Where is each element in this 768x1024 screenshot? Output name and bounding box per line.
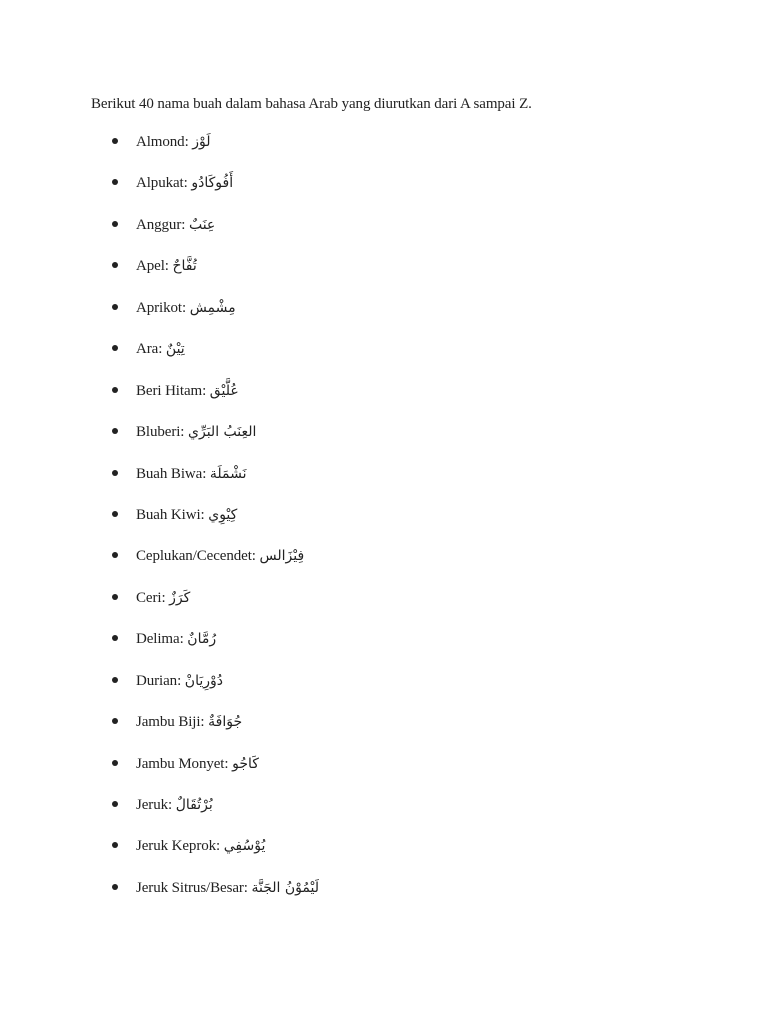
fruit-name: Aprikot bbox=[136, 299, 182, 316]
fruit-arabic-name: كَاجُو bbox=[232, 755, 259, 772]
bullet-icon bbox=[112, 179, 118, 185]
fruit-name: Apel bbox=[136, 258, 165, 275]
bullet-icon bbox=[112, 470, 118, 476]
list-item bbox=[0, 340, 600, 381]
fruit-arabic-name: دُوْرِيَانْ bbox=[184, 672, 223, 689]
fruit-entry: Ara: تِيْنٌ bbox=[136, 341, 185, 358]
fruit-name: Durian bbox=[136, 672, 178, 689]
bullet-icon bbox=[112, 760, 118, 766]
fruit-entry: Apel: تُفَّاحٌ bbox=[136, 258, 197, 275]
fruit-name: Ara bbox=[136, 341, 159, 358]
bullet-icon bbox=[112, 884, 118, 890]
list-item bbox=[0, 837, 600, 878]
list-item bbox=[0, 589, 600, 630]
list-item bbox=[0, 465, 600, 506]
fruit-entry: Durian: دُوْرِيَانْ bbox=[136, 672, 223, 689]
list-item bbox=[0, 796, 600, 837]
bullet-icon bbox=[112, 718, 118, 724]
list-item bbox=[0, 506, 600, 547]
fruit-arabic-name: فِيْزَالس bbox=[259, 548, 305, 565]
bullet-icon bbox=[112, 262, 118, 268]
fruit-name: Jeruk bbox=[136, 797, 168, 813]
fruit-arabic-name: أَفُوكَادُو bbox=[191, 175, 234, 192]
fruit-arabic-name: مِشْمِش bbox=[189, 299, 236, 316]
fruit-entry: Beri Hitam: عُلَّيْق bbox=[136, 382, 239, 399]
fruit-arabic-name: تِيْنٌ bbox=[165, 341, 185, 358]
bullet-icon bbox=[112, 428, 118, 434]
fruit-arabic-name: رُمَّانٌ bbox=[187, 631, 217, 648]
fruit-arabic-name: عُلَّيْق bbox=[209, 382, 239, 399]
fruit-entry: Jambu Monyet: كَاجُو bbox=[136, 755, 259, 772]
fruit-arabic-name: جُوَافَةٌ bbox=[208, 714, 243, 731]
fruit-arabic-name: بُرْتُقَالٌ bbox=[175, 797, 213, 813]
list-item bbox=[0, 630, 600, 671]
bullet-icon bbox=[112, 677, 118, 683]
fruit-name: Almond bbox=[136, 134, 185, 150]
fruit-arabic-name: كَرَزٌ bbox=[169, 589, 191, 606]
bullet-icon bbox=[112, 635, 118, 641]
bullet-icon bbox=[112, 511, 118, 517]
fruit-entry: Bluberi: العِنَبُ البَرِّي bbox=[136, 424, 257, 441]
fruit-entry: Alpukat: أَفُوكَادُو bbox=[136, 175, 234, 192]
fruit-name: Beri Hitam bbox=[136, 382, 203, 399]
fruit-name: Jambu Monyet bbox=[136, 755, 225, 772]
fruit-entry: Jeruk: بُرْتُقَالٌ bbox=[136, 797, 213, 813]
fruit-list bbox=[0, 133, 600, 920]
fruit-name: Alpukat bbox=[136, 175, 184, 192]
bullet-icon bbox=[112, 345, 118, 351]
list-item bbox=[0, 879, 600, 920]
fruit-entry: Jambu Biji: جُوَافَةٌ bbox=[136, 714, 243, 731]
bullet-icon bbox=[112, 387, 118, 393]
fruit-name: Jambu Biji bbox=[136, 714, 201, 731]
list-item bbox=[0, 382, 600, 423]
bullet-icon bbox=[112, 304, 118, 310]
fruit-arabic-name: لَوْز bbox=[192, 134, 211, 150]
bullet-icon bbox=[112, 594, 118, 600]
fruit-entry: Delima: رُمَّانٌ bbox=[136, 631, 217, 648]
fruit-name: Buah Kiwi bbox=[136, 506, 201, 523]
fruit-name: Anggur bbox=[136, 216, 182, 233]
list-item bbox=[0, 547, 600, 588]
intro-sentence: Berikut 40 nama buah dalam bahasa Arab yang diurutkan dari A sampai Z. bbox=[91, 96, 532, 112]
fruit-entry: Aprikot: مِشْمِش bbox=[136, 299, 236, 316]
fruit-arabic-name: لَيْمُوْنُ الجَنَّة bbox=[251, 879, 319, 896]
bullet-icon bbox=[112, 138, 118, 144]
list-item bbox=[0, 423, 600, 464]
list-item bbox=[0, 174, 600, 215]
fruit-entry: Buah Biwa: نَشْمَلَة bbox=[136, 465, 247, 482]
fruit-name: Delima bbox=[136, 631, 180, 648]
fruit-entry: Jeruk Sitrus/Besar: لَيْمُوْنُ الجَنَّة bbox=[136, 879, 319, 896]
bullet-icon bbox=[112, 842, 118, 848]
bullet-icon bbox=[112, 801, 118, 807]
list-item bbox=[0, 216, 600, 257]
fruit-entry: Ceri: كَرَزٌ bbox=[136, 589, 191, 606]
fruit-entry: Buah Kiwi: كِيْوِي bbox=[136, 506, 238, 523]
fruit-arabic-name: العِنَبُ البَرِّي bbox=[188, 424, 257, 441]
fruit-arabic-name: عِنَبٌ bbox=[188, 216, 216, 233]
fruit-name: Jeruk Keprok bbox=[136, 838, 217, 855]
fruit-entry: Anggur: عِنَبٌ bbox=[136, 216, 216, 233]
bullet-icon bbox=[112, 552, 118, 558]
fruit-arabic-name: يُوْسُفِي bbox=[223, 838, 266, 855]
list-item bbox=[0, 133, 600, 174]
fruit-name: Jeruk Sitrus/Besar bbox=[136, 879, 244, 896]
fruit-arabic-name: تُفَّاحٌ bbox=[172, 258, 197, 275]
fruit-arabic-name: كِيْوِي bbox=[208, 506, 238, 523]
list-item bbox=[0, 755, 600, 796]
list-item bbox=[0, 713, 600, 754]
fruit-entry: Ceplukan/Cecendet: فِيْزَالس bbox=[136, 548, 305, 565]
fruit-name: Buah Biwa bbox=[136, 465, 203, 482]
bullet-icon bbox=[112, 221, 118, 227]
list-item bbox=[0, 257, 600, 298]
fruit-entry: Jeruk Keprok: يُوْسُفِي bbox=[136, 838, 266, 855]
fruit-arabic-name: نَشْمَلَة bbox=[209, 465, 247, 482]
fruit-name: Bluberi bbox=[136, 424, 181, 441]
list-item bbox=[0, 299, 600, 340]
fruit-entry: Almond: لَوْز bbox=[136, 134, 211, 150]
fruit-name: Ceplukan/Cecendet bbox=[136, 548, 252, 565]
fruit-name: Ceri bbox=[136, 589, 162, 606]
list-item bbox=[0, 672, 600, 713]
